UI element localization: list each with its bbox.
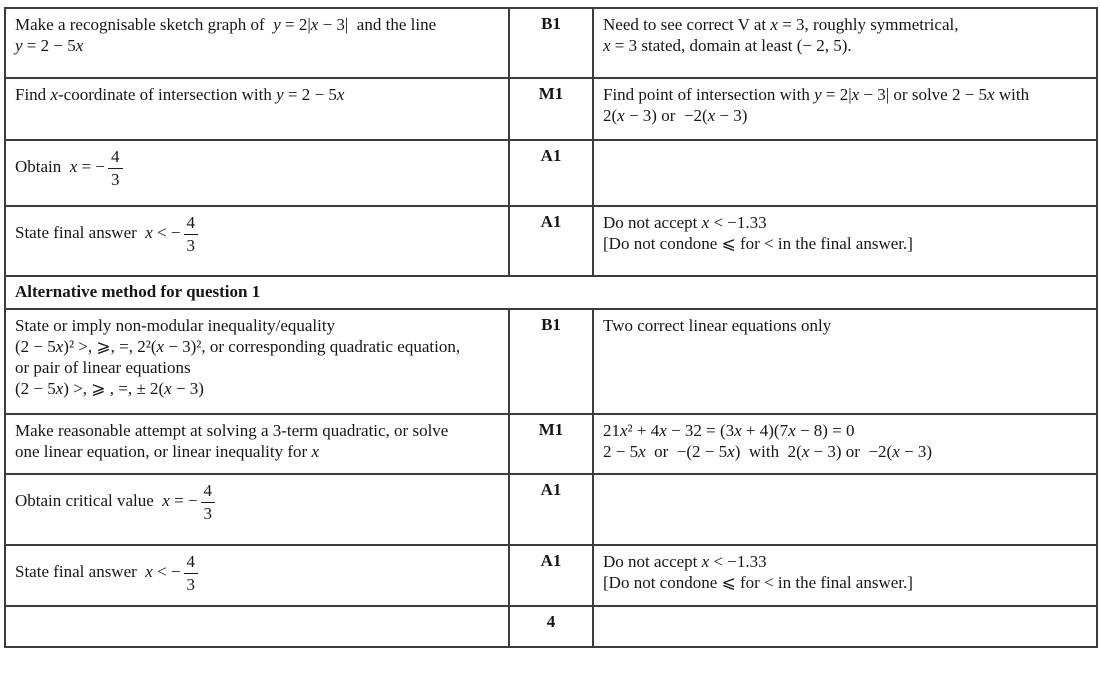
- mark-scheme-row: [5, 414, 1097, 474]
- text-line: (2 − 5x)² >, ⩾, =, 2²(x − 3)², or corresponding quadratic equation,: [15, 337, 461, 356]
- guidance-cell: [593, 545, 1097, 606]
- mark-cell: [509, 140, 593, 206]
- fraction: $\frac{4}{3}$: [201, 481, 216, 523]
- guidance-cell: [593, 414, 1097, 474]
- section-header: Alternative method for question 1: [5, 276, 1097, 309]
- mark-scheme-row: [5, 206, 1097, 276]
- mark-cell: [509, 414, 593, 474]
- text-line: Find x-coordinate of intersection with y = 2 − 5x: [15, 85, 345, 104]
- text-line: State final answer x < − $\frac{4}{3}$: [15, 551, 499, 595]
- mark-scheme-row: [5, 78, 1097, 140]
- description-cell: [5, 474, 509, 545]
- text-line: [Do not condone ⩽ for < in the final answer.]: [603, 234, 913, 253]
- description-cell: [5, 414, 509, 474]
- description-cell: [5, 140, 509, 206]
- text-line: 2 − 5x or −(2 − 5x) with 2(x − 3) or −2(x − 3): [603, 442, 932, 461]
- guidance-cell: [593, 140, 1097, 206]
- text-line: Obtain x = − $\frac{4}{3}$: [15, 146, 499, 190]
- text-line: y = 2 − 5x: [15, 36, 84, 55]
- text-line: 2(x − 3) or −2(x − 3): [603, 106, 748, 125]
- fraction: $\frac{4}{3}$: [108, 147, 123, 189]
- text-line: State or imply non-modular inequality/equality: [15, 316, 336, 335]
- total-marks-cell: [509, 606, 593, 647]
- text-line: Find point of intersection with y = 2|x − 3| or solve 2 − 5x with: [603, 85, 1030, 104]
- mark-cell: [509, 545, 593, 606]
- description-cell: [5, 206, 509, 276]
- description-cell: [5, 309, 509, 414]
- text-line: Make reasonable attempt at solving a 3-term quadratic, or solve: [15, 421, 449, 440]
- guidance-cell: [593, 474, 1097, 545]
- mark-cell: [509, 206, 593, 276]
- text-line: Obtain critical value x = − $\frac{4}{3}$: [15, 480, 499, 524]
- text-line: Two correct linear equations only: [603, 316, 832, 335]
- total-marks-row: [5, 606, 1097, 647]
- mark-scheme-table: [4, 7, 1098, 648]
- mark-label: M1: [538, 420, 564, 439]
- mark-scheme-row: [5, 8, 1097, 78]
- description-cell: [5, 78, 509, 140]
- description-cell: [5, 606, 509, 647]
- mark-label: B1: [541, 315, 561, 334]
- mark-label: A1: [540, 480, 562, 499]
- mark-scheme-row: [5, 474, 1097, 545]
- mark-scheme-row: [5, 545, 1097, 606]
- total-marks-value: 4: [546, 612, 556, 631]
- mark-label: M1: [538, 84, 564, 103]
- guidance-cell: [593, 78, 1097, 140]
- mark-scheme-row: [5, 309, 1097, 414]
- mark-label: A1: [540, 146, 562, 165]
- mark-scheme-row: [5, 140, 1097, 206]
- fraction: $\frac{4}{3}$: [184, 552, 199, 594]
- guidance-cell: [593, 606, 1097, 647]
- text-line: State final answer x < − $\frac{4}{3}$: [15, 212, 499, 256]
- mark-label: A1: [540, 551, 562, 570]
- text-line: Need to see correct V at x = 3, roughly symmetrical,: [603, 15, 959, 34]
- mark-cell: [509, 309, 593, 414]
- guidance-cell: [593, 309, 1097, 414]
- text-line: [Do not condone ⩽ for < in the final answer.]: [603, 573, 913, 592]
- guidance-cell: [593, 8, 1097, 78]
- mark-cell: [509, 474, 593, 545]
- mark-cell: [509, 8, 593, 78]
- description-cell: [5, 545, 509, 606]
- description-cell: [5, 8, 509, 78]
- text-line: Make a recognisable sketch graph of y = 2|x − 3| and the line: [15, 15, 437, 34]
- section-header-row: [5, 276, 1097, 309]
- mark-label: A1: [540, 212, 562, 231]
- fraction: $\frac{4}{3}$: [184, 213, 199, 255]
- guidance-cell: [593, 206, 1097, 276]
- text-line: x = 3 stated, domain at least (− 2, 5).: [603, 36, 852, 55]
- text-line: one linear equation, or linear inequality for x: [15, 442, 319, 461]
- text-line: Do not accept x < −1.33: [603, 213, 767, 232]
- text-line: (2 − 5x) >, ⩾ , =, ± 2(x − 3): [15, 379, 204, 398]
- text-line: 21x² + 4x − 32 = (3x + 4)(7x − 8) = 0: [603, 421, 855, 440]
- text-line: or pair of linear equations: [15, 358, 191, 377]
- mark-label: B1: [541, 14, 561, 33]
- text-line: Do not accept x < −1.33: [603, 552, 767, 571]
- mark-scheme-table-body: [5, 8, 1097, 647]
- mark-cell: [509, 78, 593, 140]
